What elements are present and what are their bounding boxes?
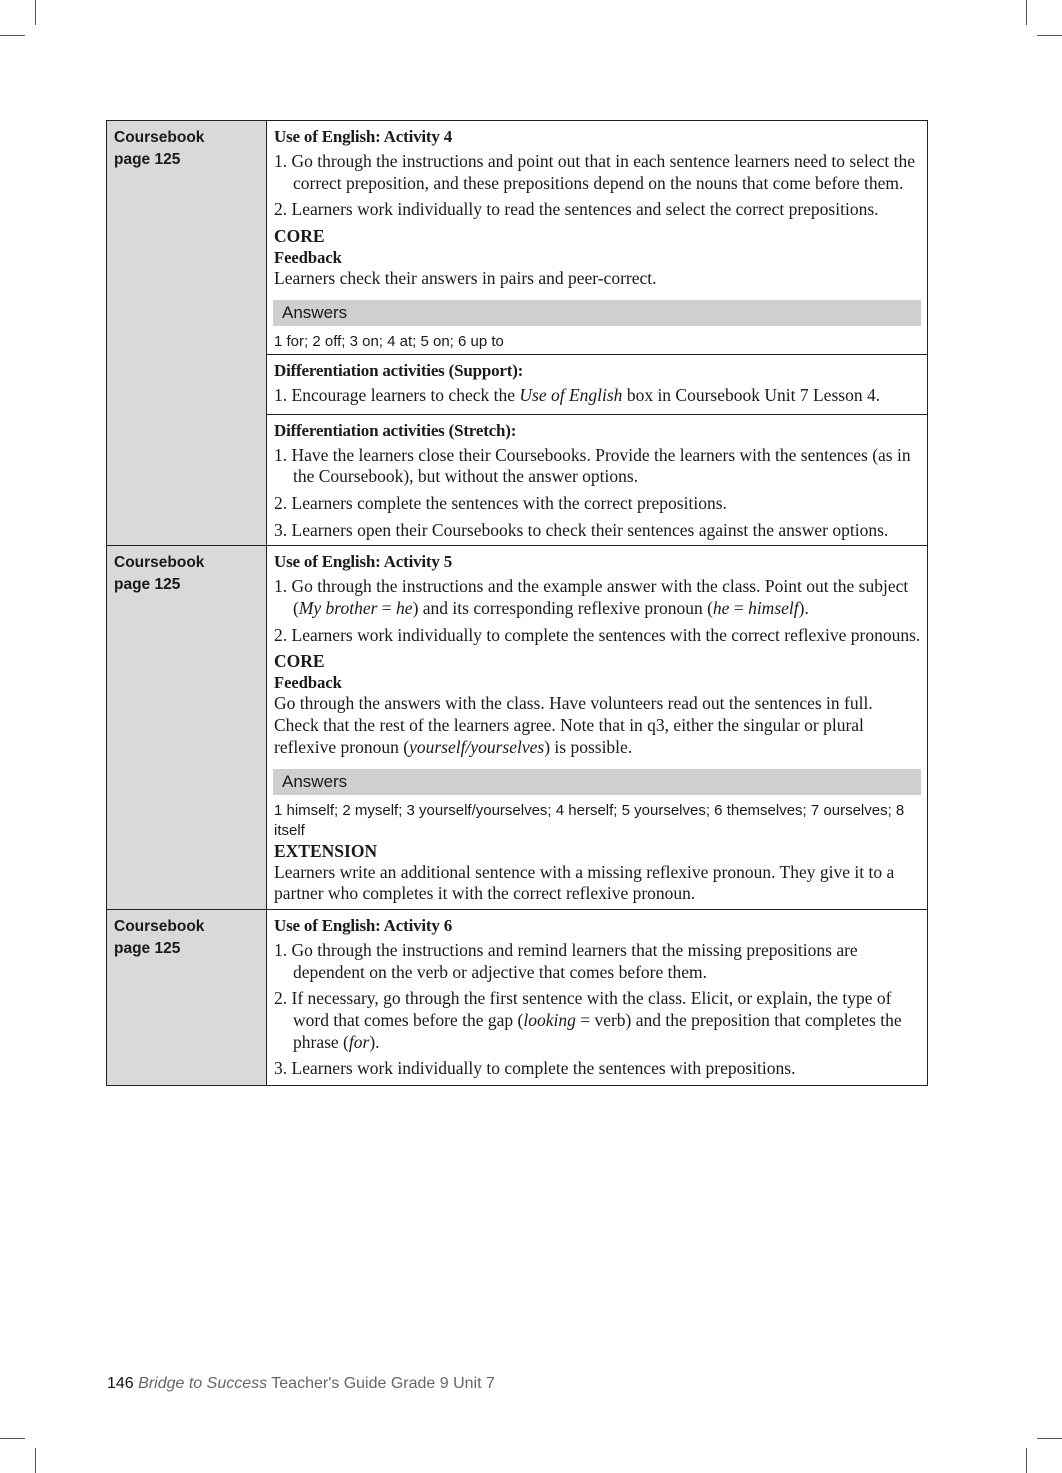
list-item: 1. Encourage learners to check the Use of English box in Coursebook Unit 7 Lesson 4. [274, 384, 881, 405]
list-item: 2. Learners work individually to read the sentences and select the correct prepositions. [274, 199, 879, 220]
footer-subtitle: Teacher's Guide Grade 9 Unit 7 [271, 1375, 495, 1392]
list-item: 2. If necessary, go through the first sentence with the class. Elicit, or explain, the type of word that comes before the gap (looking = verb) and the preposition that completes the phrase (for). [274, 988, 902, 1052]
list-item: 1. Have the learners close their Coursebooks. Provide the learners with the sentences (as in the Coursebook), but without the answer options. [274, 444, 911, 487]
book-title: Bridge to Success [138, 1375, 268, 1392]
answers-text: 1 himself; 2 myself; 3 yourself/yourselves; 4 herself; 5 yourselves; 6 themselves; 7 ourselves; 8 itself [274, 801, 905, 839]
activity-content [267, 546, 928, 910]
instruction-list [274, 385, 921, 407]
activity-content [267, 909, 928, 1085]
list-item: 3. Learners open their Coursebooks to check their sentences against the answer options. [274, 519, 889, 540]
crop-mark [1026, 0, 1027, 25]
section-title: Use of English: Activity 5 [274, 552, 453, 572]
crop-mark [35, 1448, 36, 1473]
section-title: Differentiation activities (Support): [274, 360, 524, 380]
crop-mark [1037, 35, 1062, 36]
side-label: Coursebook [114, 554, 205, 572]
list-item: 1. Go through the instructions and point out that in each sentence learners need to select the correct preposition, and these prepositions depend on the nouns that come before them. [274, 151, 915, 193]
crop-mark [1037, 1438, 1062, 1439]
lesson-table [106, 120, 928, 1086]
coursebook-reference [107, 546, 267, 910]
instruction-list [274, 445, 921, 542]
activity-4-section [267, 121, 927, 355]
crop-mark [0, 35, 25, 36]
core-label: CORE [274, 651, 325, 672]
extension-label: EXTENSION [274, 840, 378, 861]
extension-text: Learners write an additional sentence with a missing reflexive pronoun. They give it to a partner who completes it with the correct reflexive pronoun. [274, 861, 895, 904]
crop-mark [1026, 1448, 1027, 1473]
core-label: CORE [274, 226, 325, 247]
support-section [267, 355, 927, 415]
answers-header: Answers [273, 769, 921, 795]
crop-mark [0, 1438, 25, 1439]
table-row [107, 121, 928, 546]
coursebook-reference [107, 909, 267, 1085]
page-number: 146 [107, 1375, 134, 1392]
list-item: 3. Learners work individually to complete the sentences with prepositions. [274, 1058, 796, 1079]
crop-mark [35, 0, 36, 25]
stretch-section [267, 415, 927, 546]
instruction-list [274, 576, 921, 646]
section-title: Use of English: Activity 6 [274, 915, 453, 935]
list-item: 1. Go through the instructions and remind learners that the missing prepositions are dependent on the verb or adjective that comes before them. [274, 939, 858, 982]
answers-header: Answers [273, 300, 921, 326]
coursebook-reference [107, 121, 267, 546]
feedback-label: Feedback [274, 248, 342, 268]
list-item: 2. Learners complete the sentences with the correct prepositions. [274, 492, 727, 513]
feedback-text: Learners check their answers in pairs and peer-correct. [274, 268, 657, 289]
feedback-text: Go through the answers with the class. Have volunteers read out the sentences in full. Check that the rest of the learners agree. Note that in q3, either the singular or plural reflexive pronoun (yourself/yourselves) is possible. [274, 693, 873, 757]
side-page: page 125 [114, 576, 181, 594]
feedback-label: Feedback [274, 673, 342, 693]
list-item: 2. Learners work individually to complete the sentences with the correct reflexive pronouns. [274, 624, 921, 645]
activity-6-section [267, 910, 927, 1085]
activity-content [267, 121, 928, 546]
list-item: 1. Go through the instructions and the example answer with the class. Point out the subject (My brother = he) and its corresponding reflexive pronoun (he = himself). [274, 576, 909, 619]
side-label: Coursebook [114, 917, 205, 935]
instruction-list [274, 151, 921, 221]
side-page: page 125 [114, 939, 181, 957]
section-title: Use of English: Activity 4 [274, 127, 453, 146]
side-label: Coursebook [114, 129, 205, 146]
table-row [107, 546, 928, 910]
table-row [107, 909, 928, 1085]
section-title: Differentiation activities (Stretch): [274, 420, 517, 440]
answers-text: 1 for; 2 off; 3 on; 4 at; 5 on; 6 up to [274, 332, 504, 350]
side-page: page 125 [114, 151, 181, 168]
activity-5-section [267, 546, 927, 909]
page-footer [107, 1375, 495, 1393]
instruction-list [274, 940, 921, 1080]
